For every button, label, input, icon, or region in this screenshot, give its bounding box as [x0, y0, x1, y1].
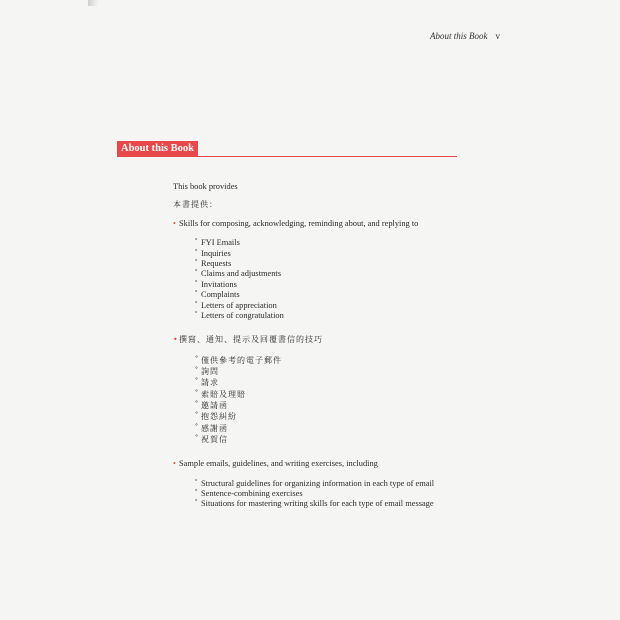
bullet-text: Sample emails, guidelines, and writing exercises, including [179, 459, 378, 469]
sublist-email-types-zh [195, 355, 503, 445]
section-title: About this Book [117, 141, 198, 156]
degree-bullet-icon: ° [195, 377, 199, 385]
list-item: ° Complaints [195, 290, 240, 300]
degree-bullet-icon: ° [195, 422, 199, 430]
degree-bullet-icon: ° [195, 300, 198, 307]
bullet-dot-icon: • [173, 459, 176, 469]
list-item: ° 邀請函 [195, 400, 228, 411]
list-item: ° 祝賀信 [195, 433, 228, 444]
list-item: ° Structural guidelines for organizing information in each type of email [195, 478, 435, 488]
list-item: ° Situations for mastering writing skills for each type of email message [195, 499, 434, 509]
list-item: ° Inquiries [195, 248, 231, 258]
bullet-dot-icon: • [173, 335, 179, 345]
bullet-item-samples [173, 459, 503, 469]
running-head-title: About this Book [430, 31, 488, 41]
degree-bullet-icon: ° [195, 248, 198, 255]
running-head [430, 31, 500, 41]
degree-bullet-icon: ° [195, 411, 199, 419]
sublist-samples [195, 479, 503, 510]
page-content [173, 182, 503, 510]
degree-bullet-icon: ° [195, 400, 199, 408]
degree-bullet-icon: ° [195, 311, 198, 318]
bullet-text: Skills for composing, acknowledging, reminding about, and replying to [179, 218, 419, 228]
list-item: ° Letters of congratulation [195, 311, 284, 321]
bullet-text: 撰寫、通知、提示及回覆書信的技巧 [179, 335, 323, 345]
page-number: v [495, 31, 500, 41]
sublist-email-types [195, 238, 503, 321]
degree-bullet-icon: ° [195, 433, 199, 441]
list-item: ° FYI Emails [195, 238, 240, 248]
degree-bullet-icon: ° [195, 499, 198, 506]
list-item: ° 請求 [195, 377, 219, 388]
bullet-item-skills [173, 219, 503, 229]
list-item: ° Requests [195, 259, 232, 269]
degree-bullet-icon: ° [195, 269, 198, 276]
list-item: ° 僅供參考的電子郵件 [195, 354, 282, 365]
list-item: ° 索賠及理賠 [195, 388, 246, 399]
bullet-dot-icon: • [173, 218, 176, 228]
list-item: ° Letters of appreciation [195, 300, 277, 310]
degree-bullet-icon: ° [195, 290, 198, 297]
degree-bullet-icon: ° [195, 238, 198, 245]
list-item: ° 詢問 [195, 366, 219, 377]
degree-bullet-icon: ° [195, 354, 199, 362]
list-item: ° Invitations [195, 279, 237, 289]
bullet-item-skills-zh [173, 335, 503, 345]
intro-zh: 本書提供： [173, 200, 218, 210]
page-edge-shadow [88, 0, 98, 6]
degree-bullet-icon: ° [195, 388, 199, 396]
degree-bullet-icon: ° [195, 366, 199, 374]
section-header [117, 141, 457, 157]
list-item: ° Claims and adjustments [195, 269, 282, 279]
section-rule [117, 156, 457, 157]
list-item: ° 抱怨糾紛 [195, 411, 237, 422]
degree-bullet-icon: ° [195, 489, 198, 496]
degree-bullet-icon: ° [195, 259, 198, 266]
intro-en: This book provides [173, 182, 238, 191]
list-item: ° 感謝函 [195, 422, 228, 433]
degree-bullet-icon: ° [195, 478, 198, 485]
degree-bullet-icon: ° [195, 279, 198, 286]
list-item: ° Sentence-combining exercises [195, 489, 303, 499]
